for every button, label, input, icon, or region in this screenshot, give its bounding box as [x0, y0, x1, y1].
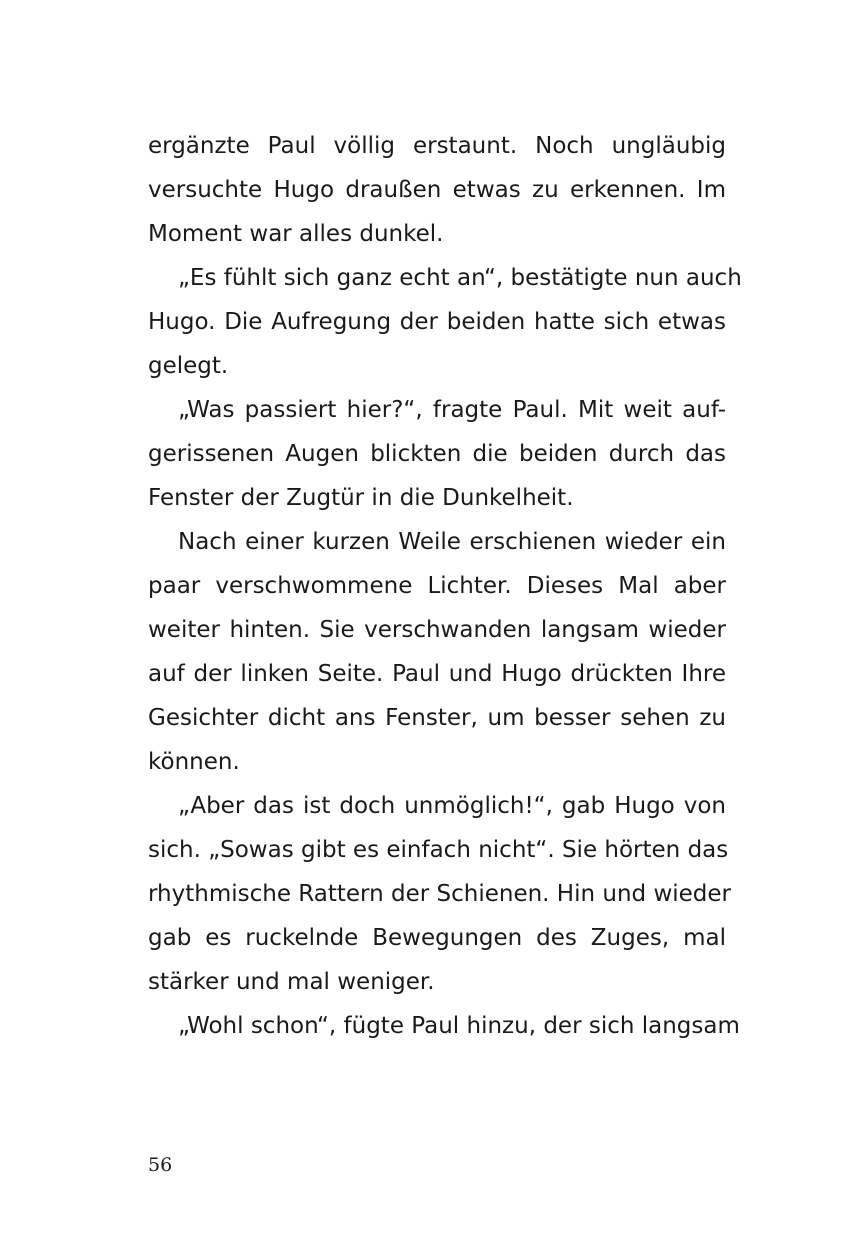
- text-line: paar verschwommene Lichter. Dieses Mal aber: [148, 573, 726, 599]
- text-line: können.: [148, 749, 240, 775]
- text-line: gelegt.: [148, 353, 229, 379]
- text-line: weiter hinten. Sie verschwanden langsam wieder: [148, 617, 726, 643]
- text-line: auf der linken Seite. Paul und Hugo drückten Ihre: [148, 661, 726, 687]
- text-line: „Aber das ist doch unmöglich!“, gab Hugo von: [178, 793, 726, 819]
- text-line: gab es ruckelnde Bewegungen des Zuges, mal: [148, 925, 726, 951]
- text-line: „Wohl schon“, fügte Paul hinzu, der sich langsam: [178, 1013, 740, 1039]
- text-line: rhythmische Rattern der Schienen. Hin und wieder: [148, 881, 731, 907]
- text-line: ergänzte Paul völlig erstaunt. Noch ungläubig: [148, 133, 726, 159]
- text-line: Nach einer kurzen Weile erschienen wieder ein: [178, 529, 726, 555]
- body-text: [148, 124, 742, 1048]
- text-line: versuchte Hugo draußen etwas zu erkennen. Im: [148, 177, 726, 203]
- text-line: sich. „Sowas gibt es einfach nicht“. Sie hörten das: [148, 837, 729, 863]
- page-number: 56: [148, 1154, 173, 1176]
- text-line: gerissenen Augen blickten die beiden durch das: [148, 441, 726, 467]
- text-line: Hugo. Die Aufregung der beiden hatte sich etwas: [148, 309, 726, 335]
- text-line: „Es fühlt sich ganz echt an“, bestätigte nun auch: [178, 265, 742, 291]
- text-line: „Was passiert hier?“, fragte Paul. Mit weit auf-: [178, 397, 726, 423]
- text-line: stärker und mal weniger.: [148, 969, 435, 995]
- text-line: Fenster der Zugtür in die Dunkelheit.: [148, 485, 574, 511]
- text-line: Gesichter dicht ans Fenster, um besser sehen zu: [148, 705, 726, 731]
- text-line: Moment war alles dunkel.: [148, 221, 444, 247]
